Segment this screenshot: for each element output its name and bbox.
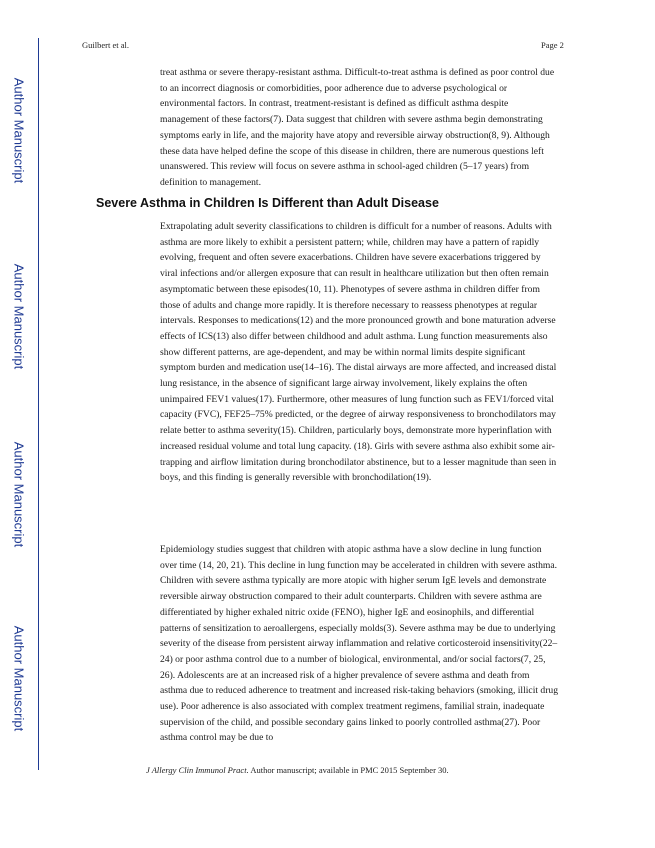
author-manuscript-label: Author Manuscript (11, 263, 27, 369)
author-manuscript-label: Author Manuscript (11, 77, 27, 183)
body-paragraph: Epidemiology studies suggest that children with atopic asthma have a slow decline in lung function over time (14, 20, 21). This decline in lung function may be accelerated in children with severe asthma. Children with severe asthma typically are more atopic with higher serum IgE levels and demonstrate reversible airway obstruction compared to their adult counterparts. Children with severe asthma are differentiated by higher exhaled nitric oxide (FENO), higher IgE and eosinophils, and differential patterns of sensitization to aeroallergens, especially molds(3). Severe asthma may be due to underlying severity of the disease from persistent airway inflammation and relative corticosteroid insensitivity(22–24) or poor asthma control due to a number of biological, environmental, and/or social factors(7, 25, 26). Adolescents are at an increased risk of a higher prevalence of severe asthma and death from asthma due to reduced adherence to treatment and increased risk-taking behaviors (smoking, illicit drug use). Poor adherence is also associated with complex treatment regimens, familial strain, inadequate supervision of the child, and possible secondary gains linked to poorly controlled asthma(27). Poor asthma control may be due to (160, 544, 559, 744)
footer-note: Author manuscript; available in PMC 2015 September 30. (248, 765, 449, 775)
body-paragraph: Extrapolating adult severity classifications to children is difficult for a number of reasons. Adults with asthma are more likely to exhibit a persistent pattern; while, children may have a pattern of rapidly evolving, frequent and often severe exacerbations. Children have severe exacerbations triggered by viral infections and/or allergen exposure that can result in healthcare utilization but then often remain asymptomatic between these episodes(10, 11). Phenotypes of severe asthma in children differ from those of adults and change more rapidly. It is therefore necessary to reassess phenotypes at regular intervals. Responses to medications(12) and the more pronounced growth and bone maturation adverse effects of ICS(13) also differ between childhood and adult asthma. Lung function measurements also show different patterns, are age-dependent, and may be within normal limits despite significant symptom burden and medication use(14–16). The distal airways are more affected, and increased distal lung resistance, in the absence of significant large airway involvement, likely explains the often unimpaired FEV1 values(17). Furthermore, other measures of lung function such as FEV1/forced vital capacity (FVC), FEF25–75% predicted, or the degree of airway responsiveness to bronchodilators may relate better to asthma severity(15). Children, particularly boys, demonstrate more hyperinflation with increased residual volume and total lung capacity. (18). Girls with severe asthma also exhibit some air-trapping and airflow limitation during bronchodilator abstinence, but to a lesser magnitude than seen in boys, and this finding is generally reversible with bronchodilation(19). (160, 221, 557, 484)
author-manuscript-label: Author Manuscript (11, 625, 27, 731)
author-manuscript-label: Author Manuscript (11, 441, 27, 547)
intro-paragraph: treat asthma or severe therapy-resistant asthma. Difficult-to-treat asthma is defined as poor control due to an incorrect diagnosis or comorbidities, poor adherence due to adverse psychological or environmental factors. In contrast, treatment-resistant is defined as difficult asthma despite management of these factors(7). Data suggest that children with severe asthma begin demonstrating symptoms early in life, and the majority have atopy and reversible airway obstruction(8, 9). Although these data have helped define the scope of this disease in children, there are numerous questions left unanswered. This review will focus on severe asthma in school-aged children (5–17 years) from definition to management. (160, 67, 555, 188)
running-head-authors: Guilbert et al. (82, 40, 129, 50)
page-footer (146, 765, 449, 775)
journal-name: J Allergy Clin Immunol Pract. (146, 765, 249, 775)
margin-rule (38, 38, 39, 770)
page-number: Page 2 (541, 40, 564, 50)
section-heading: Severe Asthma in Children Is Different than Adult Disease (96, 196, 439, 210)
